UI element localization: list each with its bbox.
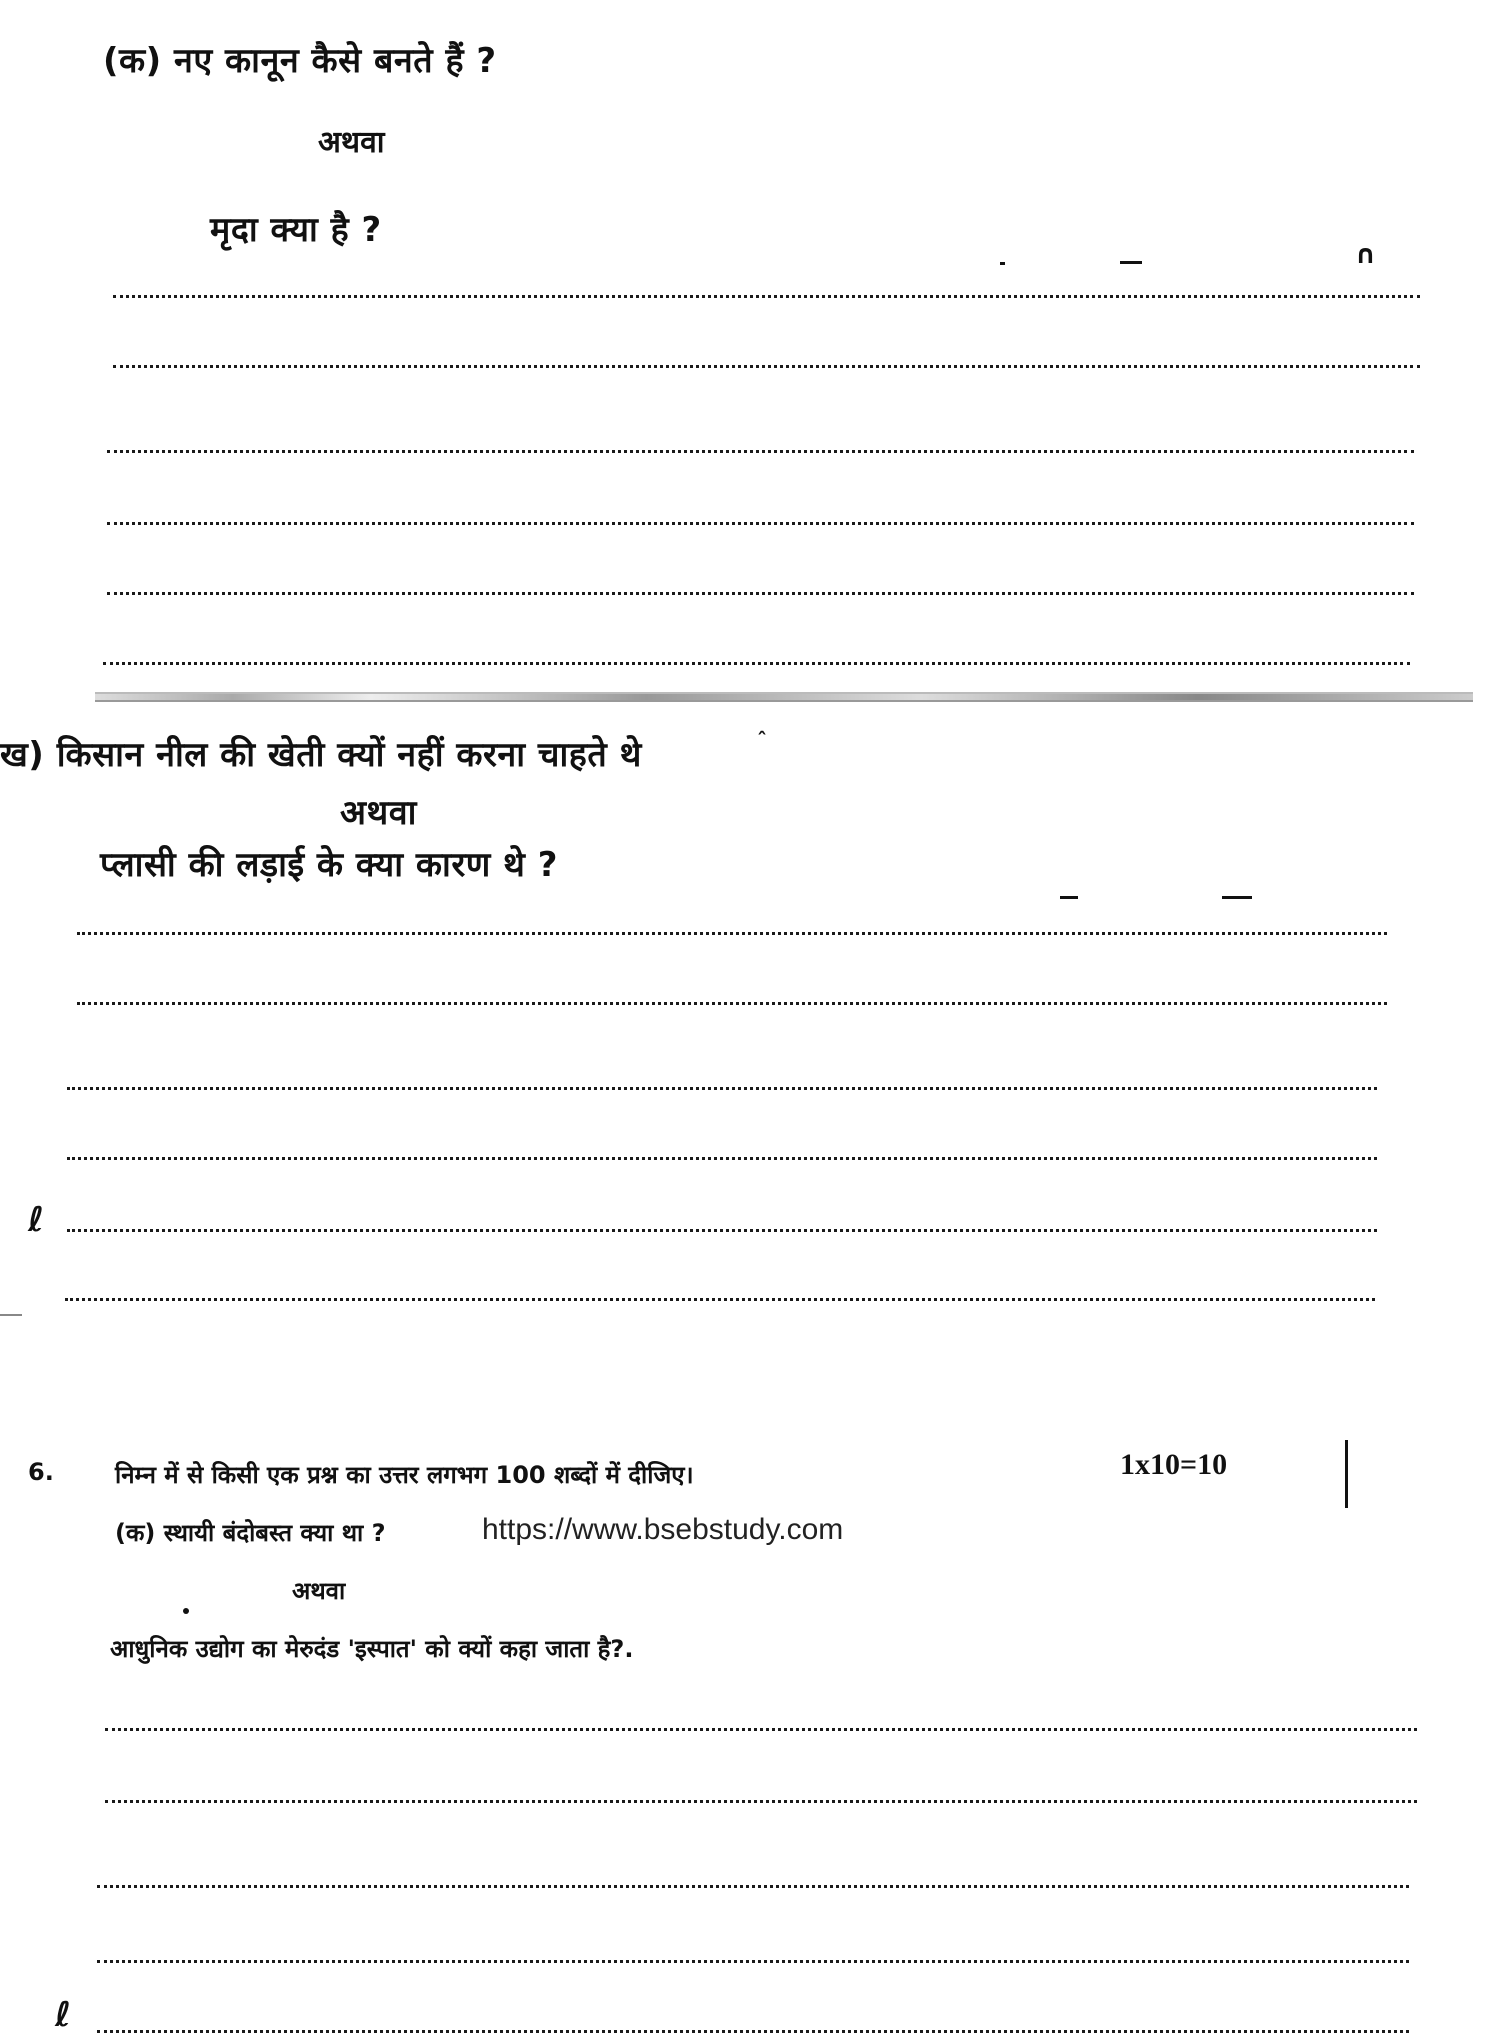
stray-dot (183, 1608, 189, 1614)
question-1-alt-text: मृदा क्या है ? (210, 210, 382, 250)
question-1-text: (क) नए कानून कैसे बनते हैं ? (103, 41, 497, 81)
question-1-or-label: अथवा (318, 125, 385, 160)
answer-line[interactable] (105, 1728, 1417, 1731)
answer-line[interactable] (67, 1157, 1377, 1160)
question-2-alt-text: प्लासी की लड़ाई के क्या कारण थे ? (100, 845, 558, 885)
stray-mark (1120, 261, 1142, 264)
answer-line[interactable] (107, 592, 1414, 595)
question-6-instruction: निम्न में से किसी एक प्रश्न का उत्तर लगभग 100 शब्दों में दीजिए। (115, 1461, 694, 1489)
answer-line[interactable] (107, 450, 1414, 453)
answer-line[interactable] (97, 1960, 1409, 1963)
stray-mark (1060, 896, 1078, 899)
question-2-text: ख) किसान नील की खेती क्यों नहीं करना चाहते थे (0, 735, 642, 775)
answer-line[interactable] (77, 1002, 1387, 1005)
answer-line[interactable] (113, 365, 1420, 368)
stray-mark (1222, 896, 1252, 899)
stray-margin-mark: ℓ (28, 1200, 45, 1240)
question-6-alt-text: आधुनिक उद्योग का मेरुदंड 'इस्पात' को क्यों कहा जाता है?. (110, 1635, 634, 1663)
answer-line[interactable] (103, 662, 1410, 665)
question-6-or-label: अथवा (292, 1577, 346, 1605)
marks-label: 1x10=10 (1120, 1448, 1228, 1481)
stray-margin-mark: ℓ (55, 1995, 72, 2035)
answer-line[interactable] (97, 2030, 1409, 2033)
stray-tick-mark: ˆ (757, 728, 767, 752)
answer-line[interactable] (97, 1885, 1409, 1888)
stray-mark (1000, 262, 1005, 265)
watermark-url[interactable]: https://www.bsebstudy.com (482, 1513, 844, 1546)
answer-line[interactable] (105, 1800, 1417, 1803)
answer-line[interactable] (67, 1087, 1377, 1090)
answer-line[interactable] (65, 1298, 1375, 1301)
answer-line[interactable] (67, 1229, 1377, 1232)
question-6-number: 6. (28, 1458, 54, 1486)
stray-arc-mark: ∩ (1355, 240, 1377, 270)
question-2-or-label: अथवा (340, 793, 417, 833)
answer-line[interactable] (113, 295, 1420, 298)
stray-mark (0, 1314, 22, 1316)
margin-rule (1345, 1440, 1348, 1508)
answer-line[interactable] (77, 932, 1387, 935)
answer-line[interactable] (107, 522, 1414, 525)
section-separator (95, 692, 1473, 702)
question-6-text: (क) स्थायी बंदोबस्त क्या था ? (115, 1519, 386, 1547)
